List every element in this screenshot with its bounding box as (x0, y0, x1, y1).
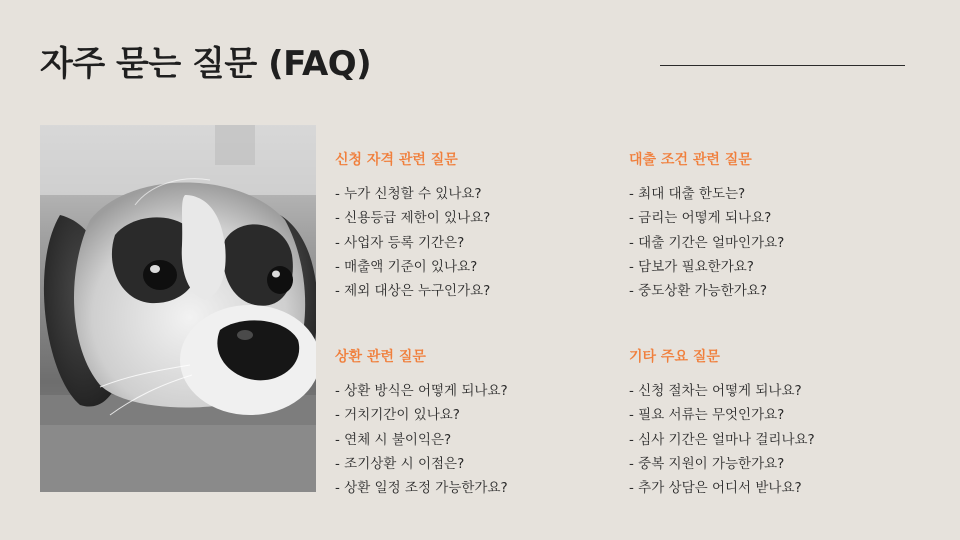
faq-item: - 연체 시 불이익은? (335, 431, 452, 448)
faq-item: - 누가 신청할 수 있나요? (335, 186, 482, 202)
faq-item: - 매출액 기준이 있나요? (335, 258, 478, 275)
faq-list (335, 182, 605, 303)
faq-item: - 거치기간이 있나요? (335, 407, 460, 424)
faq-item: - 신용등급 제한이 있나요? (335, 210, 491, 227)
title-divider (660, 65, 905, 66)
section-heading: 대출 조건 관련 질문 (629, 152, 752, 168)
faq-list (629, 182, 899, 303)
faq-item: - 최대 대출 한도는? (629, 186, 746, 202)
faq-list (629, 379, 899, 500)
faq-item: - 추가 상담은 어디서 받나요? (629, 480, 802, 497)
page-title: 자주 묻는 질문 (FAQ) (40, 44, 372, 84)
puppy-photo (40, 125, 316, 492)
section-heading: 기타 주요 질문 (629, 349, 720, 365)
faq-section-loan-terms (629, 149, 899, 303)
faq-item: - 상환 일정 조정 가능한가요? (335, 480, 508, 497)
faq-item: - 금리는 어떻게 되나요? (629, 210, 772, 227)
faq-item: - 제외 대상은 누구인가요? (335, 283, 491, 300)
faq-item: - 중복 지원이 가능한가요? (629, 455, 785, 472)
faq-item: - 사업자 등록 기간은? (335, 234, 465, 251)
faq-section-repayment (335, 346, 605, 500)
faq-section-other (629, 346, 899, 500)
faq-item: - 상환 방식은 어떻게 되나요? (335, 383, 508, 399)
faq-section-eligibility (335, 149, 605, 303)
faq-item: - 대출 기간은 얼마인가요? (629, 234, 785, 251)
faq-item: - 조기상환 시 이점은? (335, 455, 465, 472)
faq-item: - 중도상환 가능한가요? (629, 283, 767, 300)
faq-item: - 신청 절차는 어떻게 되나요? (629, 383, 802, 399)
section-heading: 신청 자격 관련 질문 (335, 152, 458, 168)
faq-item: - 필요 서류는 무엇인가요? (629, 407, 785, 424)
section-heading: 상환 관련 질문 (335, 349, 426, 365)
faq-item: - 심사 기간은 얼마나 걸리나요? (629, 431, 815, 448)
faq-list (335, 379, 605, 500)
faq-item: - 담보가 필요한가요? (629, 258, 754, 275)
